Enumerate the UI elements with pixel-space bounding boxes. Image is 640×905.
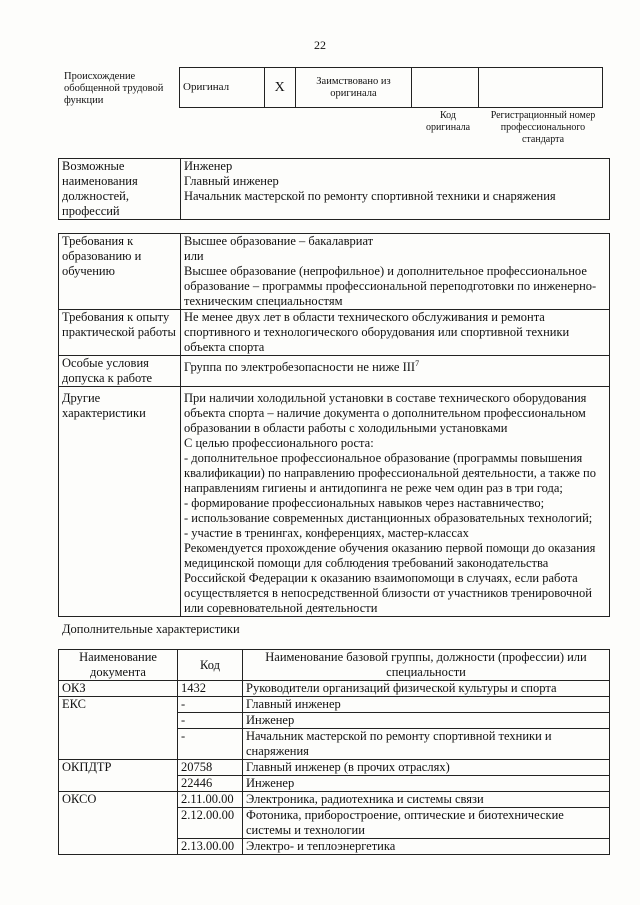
origin-label: Происхождение обобщенной трудовой функции: [64, 71, 164, 106]
cell-code: -: [178, 697, 243, 713]
req-experience-value: [181, 310, 610, 356]
req-other-value: [181, 387, 610, 617]
col-header-doc: Наименование документа: [59, 650, 178, 681]
col-header-code: Код: [178, 650, 243, 681]
req-line: - использование современных дистанционных образовательных технологий;: [184, 511, 593, 525]
req-line: или: [184, 249, 204, 263]
req-other-label: Другие характеристики: [59, 387, 181, 617]
origin-table: [179, 67, 603, 108]
req-line: Не менее двух лет в области технического обслуживания и ремонта спортивного и технологического оборудования или спортивной техники объекта спорта: [184, 310, 570, 354]
origin-original: Оригинал: [180, 68, 265, 108]
origin-borrowed: Заимствовано из оригинала: [295, 68, 412, 108]
cell-code: 20758: [178, 760, 243, 776]
origin-code-cell: [412, 68, 479, 108]
cell-name: Главный инженер: [243, 697, 610, 713]
position-item: Начальник мастерской по ремонту спортивной техники и снаряжения: [184, 189, 556, 203]
cell-name: Начальник мастерской по ремонту спортивной техники и снаряжения: [243, 729, 610, 760]
origin-reg-cell: [478, 68, 602, 108]
cell-name: Электро- и теплоэнергетика: [243, 839, 610, 855]
req-line: Рекомендуется прохождение обучения оказанию первой помощи до оказания медицинской помощи для соблюдения требований законодательства Российской Федерации к оказанию взаимопомощи в случаях, если работа осуществляется в непосредственной близости от участников тренировочной или соревновательной деятельности: [184, 541, 596, 615]
origin-mark: X: [264, 68, 295, 108]
cell-code: 2.13.00.00: [178, 839, 243, 855]
req-line: Высшее образование (непрофильное) и дополнительное профессиональное образование – программы профессиональной переподготовки по инженерно-техническим специальностям: [184, 264, 597, 308]
req-experience-label: Требования к опыту практической работы: [59, 310, 181, 356]
position-item: Инженер: [184, 159, 233, 173]
cell-code: 2.12.00.00: [178, 808, 243, 839]
req-line: Высшее образование – бакалавриат: [184, 234, 374, 248]
cell-name: Электроника, радиотехника и системы связи: [243, 792, 610, 808]
cell-doc: ЕКС: [59, 697, 178, 760]
position-item: Главный инженер: [184, 174, 279, 188]
cell-name: Фотоника, приборостроение, оптические и биотехнические системы и технологии: [243, 808, 610, 839]
additional-table: [58, 649, 610, 855]
cell-doc: ОКПДТР: [59, 760, 178, 792]
cell-doc: ОКЗ: [59, 681, 178, 697]
table-row: [59, 681, 610, 697]
table-row: [59, 697, 610, 713]
cell-code: -: [178, 713, 243, 729]
req-line: С целью профессионального роста:: [184, 436, 374, 450]
positions-label: Возможные наименования должностей, профессий: [59, 159, 181, 220]
additional-heading: Дополнительные характеристики: [62, 622, 240, 636]
req-line: - формирование профессиональных навыков через наставничество;: [184, 496, 545, 510]
req-line: - дополнительное профессиональное образование (программы повышения квалификации) по направлению профессиональной деятельности, а также по направлениям гигиены и антидопинга не реже чем один раз в три года;: [184, 451, 596, 495]
positions-values: [181, 159, 610, 220]
cell-name: Инженер: [243, 776, 610, 792]
cell-name: Главный инженер (в прочих отраслях): [243, 760, 610, 776]
code-caption: Код оригинала: [425, 110, 471, 133]
req-conditions-value: [181, 356, 610, 387]
req-line: Группа по электробезопасности не ниже III: [184, 360, 416, 375]
req-line: - участие в тренингах, конференциях, мастер-классах: [184, 526, 469, 540]
requirements-table: [58, 233, 610, 617]
reg-caption: Регистрационный номер профессионального стандарта: [490, 110, 596, 145]
col-header-name: Наименование базовой группы, должности (профессии) или специальности: [243, 650, 610, 681]
positions-table: [58, 158, 610, 220]
cell-code: 2.11.00.00: [178, 792, 243, 808]
table-row: [59, 760, 610, 776]
req-education-label: Требования к образованию и обучению: [59, 234, 181, 310]
table-row: [59, 792, 610, 808]
cell-code: 1432: [178, 681, 243, 697]
req-conditions-label: Особые условия допуска к работе: [59, 356, 181, 387]
cell-name: Руководители организаций физической культуры и спорта: [243, 681, 610, 697]
req-line: При наличии холодильной установки в составе технического оборудования объекта спорта – наличие документа о дополнительном профессиональном образовании в области работы с холодильными установками: [184, 391, 587, 435]
cell-code: 22446: [178, 776, 243, 792]
cell-code: -: [178, 729, 243, 760]
req-education-value: [181, 234, 610, 310]
cell-doc: ОКСО: [59, 792, 178, 855]
cell-name: Инженер: [243, 713, 610, 729]
footnote-mark: 7: [415, 359, 420, 368]
page-number: 22: [314, 38, 326, 52]
